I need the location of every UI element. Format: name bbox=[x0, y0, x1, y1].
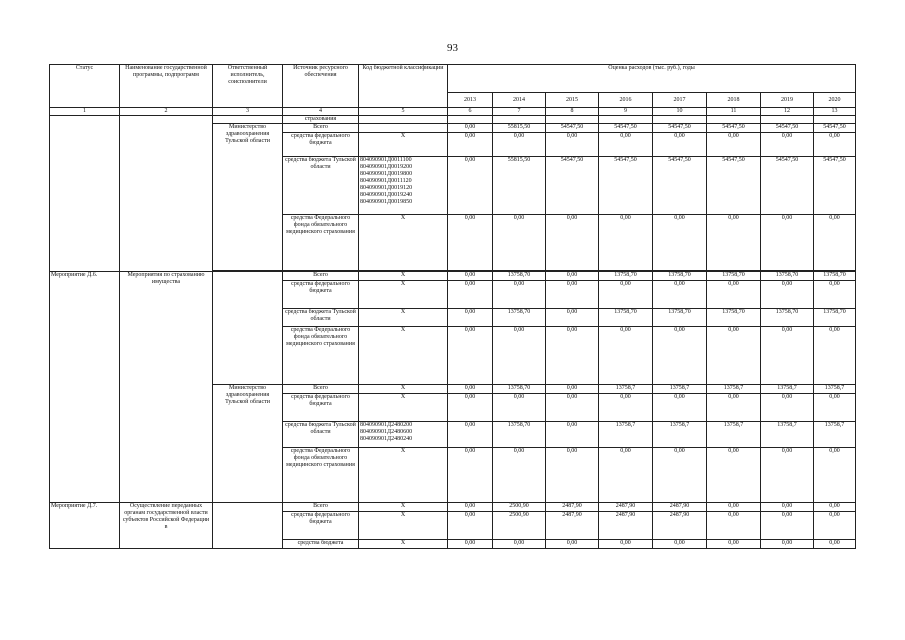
value-cell: 55815,50 bbox=[493, 124, 546, 133]
value-cell: 2487,90 bbox=[653, 512, 707, 540]
value-cell: 13758,70 bbox=[707, 272, 761, 281]
value-cell: 54547,50 bbox=[653, 124, 707, 133]
value-cell: 13758,7 bbox=[761, 422, 814, 448]
value-cell: 2500,90 bbox=[493, 512, 546, 540]
table-row bbox=[50, 116, 856, 124]
value-cell: 54547,50 bbox=[653, 157, 707, 215]
source-cell: средства федерального бюджета bbox=[283, 512, 359, 540]
header-year: 2016 bbox=[599, 93, 653, 108]
kbk-cell: 804090901Д2480200 804090901Д2480600 804090901Д2480240 bbox=[359, 422, 448, 448]
value-cell: 0,00 bbox=[599, 281, 653, 309]
value-cell: 13758,7 bbox=[599, 385, 653, 394]
header-year: 2018 bbox=[707, 93, 761, 108]
column-number: 4 bbox=[283, 108, 359, 116]
value-cell: 0,00 bbox=[448, 512, 493, 540]
value-cell: 0,00 bbox=[448, 215, 493, 271]
value-cell: 0,00 bbox=[448, 503, 493, 512]
value-cell: 0,00 bbox=[653, 215, 707, 271]
value-cell: 0,00 bbox=[448, 327, 493, 385]
value-cell: 13758,70 bbox=[493, 272, 546, 281]
value-cell: 55815,50 bbox=[493, 157, 546, 215]
value-cell: 0,00 bbox=[653, 327, 707, 385]
value-cell: 13758,70 bbox=[761, 272, 814, 281]
program-cell: Мероприятия по страхованию имущества bbox=[120, 272, 213, 503]
kbk-cell: 804090901Д0011100 804090901Д0019200 804090901Д0019800 804090901Д0011120 804090901Д0019120 804090901Д0019240 804090901Д0019850 bbox=[359, 157, 448, 215]
value-cell: 0,00 bbox=[814, 281, 856, 309]
source-cell: Всего bbox=[283, 503, 359, 512]
column-number: 13 bbox=[814, 108, 856, 116]
source-cell: средства федерального бюджета bbox=[283, 394, 359, 422]
column-number: 2 bbox=[120, 108, 213, 116]
value-cell: 0,00 bbox=[448, 124, 493, 133]
kbk-cell: X bbox=[359, 272, 448, 281]
value-cell: 13758,7 bbox=[814, 422, 856, 448]
value-cell: 2500,90 bbox=[493, 503, 546, 512]
value-cell: 2487,90 bbox=[546, 503, 599, 512]
value-cell: 0,00 bbox=[653, 448, 707, 503]
value-cell: 0,00 bbox=[493, 281, 546, 309]
value-cell: 13758,7 bbox=[707, 385, 761, 394]
value-cell: 54547,50 bbox=[761, 157, 814, 215]
value-cell: 13758,7 bbox=[707, 422, 761, 448]
value-cell: 0,00 bbox=[546, 309, 599, 327]
kbk-cell: X bbox=[359, 512, 448, 540]
value-cell: 54547,50 bbox=[761, 124, 814, 133]
value-cell: 54547,50 bbox=[707, 157, 761, 215]
executor-cell bbox=[213, 503, 283, 549]
source-cell: Всего bbox=[283, 272, 359, 281]
header-year: 2019 bbox=[761, 93, 814, 108]
column-number: 11 bbox=[707, 108, 761, 116]
value-cell: 54547,50 bbox=[814, 157, 856, 215]
value-cell: 0,00 bbox=[493, 133, 546, 157]
table-row bbox=[50, 272, 856, 281]
value-cell: 0,00 bbox=[761, 394, 814, 422]
value-cell: 54547,50 bbox=[814, 124, 856, 133]
value-cell: 13758,70 bbox=[653, 272, 707, 281]
source-cell: Всего bbox=[283, 124, 359, 133]
source-cell: средства Федерального фонда обязательного медицинского страхования bbox=[283, 215, 359, 271]
value-cell: 0,00 bbox=[448, 157, 493, 215]
executor-cell bbox=[213, 116, 283, 124]
value-cell: 0,00 bbox=[448, 133, 493, 157]
column-number: 8 bbox=[546, 108, 599, 116]
value-cell: 0,00 bbox=[814, 540, 856, 549]
source-cell: средства федерального бюджета bbox=[283, 133, 359, 157]
header-row bbox=[50, 65, 856, 93]
source-cell: Всего bbox=[283, 385, 359, 394]
value-cell: 0,00 bbox=[707, 503, 761, 512]
value-cell: 13758,70 bbox=[653, 309, 707, 327]
header-program: Наименование государственной программы, подпрограмм bbox=[120, 65, 213, 108]
value-cell: 2487,90 bbox=[546, 512, 599, 540]
source-cell: средства федерального бюджета bbox=[283, 281, 359, 309]
executor-cell: Министерство здравоохранения Тульской области bbox=[213, 385, 283, 503]
value-cell: 0,00 bbox=[707, 133, 761, 157]
value-cell: 13758,70 bbox=[814, 272, 856, 281]
column-number: 3 bbox=[213, 108, 283, 116]
source-cell: средства бюджета Тульской области bbox=[283, 309, 359, 327]
value-cell: 0,00 bbox=[546, 327, 599, 385]
status-cell bbox=[50, 116, 120, 272]
value-cell: 13758,7 bbox=[653, 385, 707, 394]
value-cell: 0,00 bbox=[761, 281, 814, 309]
source-cell: средства бюджета bbox=[283, 540, 359, 549]
header-year: 2017 bbox=[653, 93, 707, 108]
column-number: 12 bbox=[761, 108, 814, 116]
kbk-cell bbox=[359, 116, 448, 124]
value-cell: 54547,50 bbox=[546, 124, 599, 133]
value-cell: 54547,50 bbox=[546, 157, 599, 215]
value-cell: 0,00 bbox=[707, 215, 761, 271]
executor-cell: Министерство здравоохранения Тульской области bbox=[213, 124, 283, 271]
value-cell: 0,00 bbox=[761, 540, 814, 549]
value-cell: 13758,7 bbox=[653, 422, 707, 448]
header-year: 2020 bbox=[814, 93, 856, 108]
program-cell: Осуществление переданных органам государственной власти субъектов Российской Федерации в bbox=[120, 503, 213, 549]
header-kbk: Код бюджетной классификации bbox=[359, 65, 448, 108]
value-cell: 13758,70 bbox=[707, 309, 761, 327]
source-cell: средства бюджета Тульской области bbox=[283, 422, 359, 448]
value-cell: 0,00 bbox=[814, 327, 856, 385]
header-estimate: Оценка расходов (тыс. руб.), годы bbox=[448, 65, 856, 93]
value-cell: 2487,90 bbox=[599, 503, 653, 512]
value-cell: 0,00 bbox=[493, 215, 546, 271]
value-cell: 0,00 bbox=[546, 448, 599, 503]
value-cell: 0,00 bbox=[599, 327, 653, 385]
value-cell: 0,00 bbox=[493, 327, 546, 385]
value-cell: 0,00 bbox=[707, 327, 761, 385]
value-cell: 13758,70 bbox=[493, 422, 546, 448]
value-cell: 0,00 bbox=[493, 394, 546, 422]
value-cell: 0,00 bbox=[448, 385, 493, 394]
kbk-cell: X bbox=[359, 309, 448, 327]
value-cell: 0,00 bbox=[761, 215, 814, 271]
kbk-cell: X bbox=[359, 327, 448, 385]
value-cell: 0,00 bbox=[814, 215, 856, 271]
value-cell: 0,00 bbox=[546, 215, 599, 271]
value-cell: 0,00 bbox=[493, 448, 546, 503]
value-cell: 13758,70 bbox=[493, 385, 546, 394]
value-cell: 0,00 bbox=[707, 281, 761, 309]
value-cell: 0,00 bbox=[814, 448, 856, 503]
table-row bbox=[50, 503, 856, 512]
header-year: 2014 bbox=[493, 93, 546, 108]
value-cell: 0,00 bbox=[761, 448, 814, 503]
value-cell: 0,00 bbox=[493, 540, 546, 549]
value-cell: 0,00 bbox=[653, 394, 707, 422]
program-cell bbox=[120, 116, 213, 272]
column-number: 1 bbox=[50, 108, 120, 116]
value-cell: 0,00 bbox=[448, 448, 493, 503]
value-cell: 0,00 bbox=[546, 394, 599, 422]
header-source: Источник ресурсного обеспечения bbox=[283, 65, 359, 108]
value-cell: 0,00 bbox=[546, 272, 599, 281]
header-year: 2015 bbox=[546, 93, 599, 108]
value-cell: 0,00 bbox=[599, 133, 653, 157]
value-cell: 0,00 bbox=[653, 133, 707, 157]
value-cell: 0,00 bbox=[761, 327, 814, 385]
value-cell: 0,00 bbox=[814, 394, 856, 422]
value-cell: 2487,90 bbox=[653, 503, 707, 512]
value-cell: 0,00 bbox=[707, 512, 761, 540]
column-number: 5 bbox=[359, 108, 448, 116]
value-cell: 0,00 bbox=[761, 503, 814, 512]
value-cell: 0,00 bbox=[814, 512, 856, 540]
value-cell: 13758,70 bbox=[493, 309, 546, 327]
kbk-cell: X bbox=[359, 215, 448, 271]
value-cell: 0,00 bbox=[448, 281, 493, 309]
value-cell: 0,00 bbox=[448, 272, 493, 281]
value-cell: 2487,90 bbox=[599, 512, 653, 540]
value-cell: 54547,50 bbox=[599, 157, 653, 215]
value-cell: 0,00 bbox=[599, 448, 653, 503]
column-number: 9 bbox=[599, 108, 653, 116]
source-cell: средства Федерального фонда обязательного медицинского страхования bbox=[283, 448, 359, 503]
value-cell: 0,00 bbox=[448, 422, 493, 448]
value-cell: 0,00 bbox=[814, 133, 856, 157]
page-number: 93 bbox=[447, 42, 458, 54]
kbk-cell: X bbox=[359, 281, 448, 309]
budget-table bbox=[49, 64, 856, 549]
source-cell: средства Федерального фонда обязательного медицинского страхования bbox=[283, 327, 359, 385]
value-cell: 0,00 bbox=[761, 512, 814, 540]
kbk-cell bbox=[359, 124, 448, 133]
value-cell: 0,00 bbox=[546, 540, 599, 549]
value-cell: 0,00 bbox=[599, 394, 653, 422]
header-executor: Ответственный исполнитель, соисполнители bbox=[213, 65, 283, 108]
value-cell: 0,00 bbox=[653, 281, 707, 309]
column-number: 6 bbox=[448, 108, 493, 116]
value-cell: 13758,7 bbox=[761, 385, 814, 394]
value-cell: 13758,70 bbox=[761, 309, 814, 327]
value-cell: 0,00 bbox=[448, 309, 493, 327]
kbk-cell: X bbox=[359, 540, 448, 549]
kbk-cell: X bbox=[359, 385, 448, 394]
value-cell: 0,00 bbox=[653, 540, 707, 549]
value-cell: 0,00 bbox=[599, 215, 653, 271]
column-numbers-row bbox=[50, 108, 856, 116]
status-cell: Мероприятие Д.7. bbox=[50, 503, 120, 549]
kbk-cell: X bbox=[359, 133, 448, 157]
header-year: 2013 bbox=[448, 93, 493, 108]
value-cell: 0,00 bbox=[448, 540, 493, 549]
value-cell: 0,00 bbox=[761, 133, 814, 157]
value-cell: 13758,7 bbox=[814, 385, 856, 394]
value-cell: 0,00 bbox=[546, 281, 599, 309]
value-cell: 0,00 bbox=[599, 540, 653, 549]
value-cell: 13758,70 bbox=[814, 309, 856, 327]
value-cell: 0,00 bbox=[546, 422, 599, 448]
value-cell: 13758,70 bbox=[599, 309, 653, 327]
source-cell: страхования bbox=[283, 116, 359, 124]
kbk-cell: X bbox=[359, 448, 448, 503]
value-cell: 54547,50 bbox=[599, 124, 653, 133]
value-cell: 13758,70 bbox=[599, 272, 653, 281]
value-cell: 0,00 bbox=[546, 385, 599, 394]
kbk-cell: X bbox=[359, 503, 448, 512]
kbk-cell: X bbox=[359, 394, 448, 422]
column-number: 10 bbox=[653, 108, 707, 116]
value-cell: 0,00 bbox=[707, 448, 761, 503]
value-cell: 0,00 bbox=[707, 394, 761, 422]
executor-cell bbox=[213, 272, 283, 385]
value-cell: 0,00 bbox=[546, 133, 599, 157]
value-cell: 13758,7 bbox=[599, 422, 653, 448]
value-cell: 54547,50 bbox=[707, 124, 761, 133]
value-cell: 0,00 bbox=[707, 540, 761, 549]
column-number: 7 bbox=[493, 108, 546, 116]
value-cell: 0,00 bbox=[448, 394, 493, 422]
source-cell: средства бюджета Тульской области bbox=[283, 157, 359, 215]
status-cell: Мероприятие Д.6. bbox=[50, 272, 120, 503]
header-status: Статус bbox=[50, 65, 120, 108]
value-cell: 0,00 bbox=[814, 503, 856, 512]
